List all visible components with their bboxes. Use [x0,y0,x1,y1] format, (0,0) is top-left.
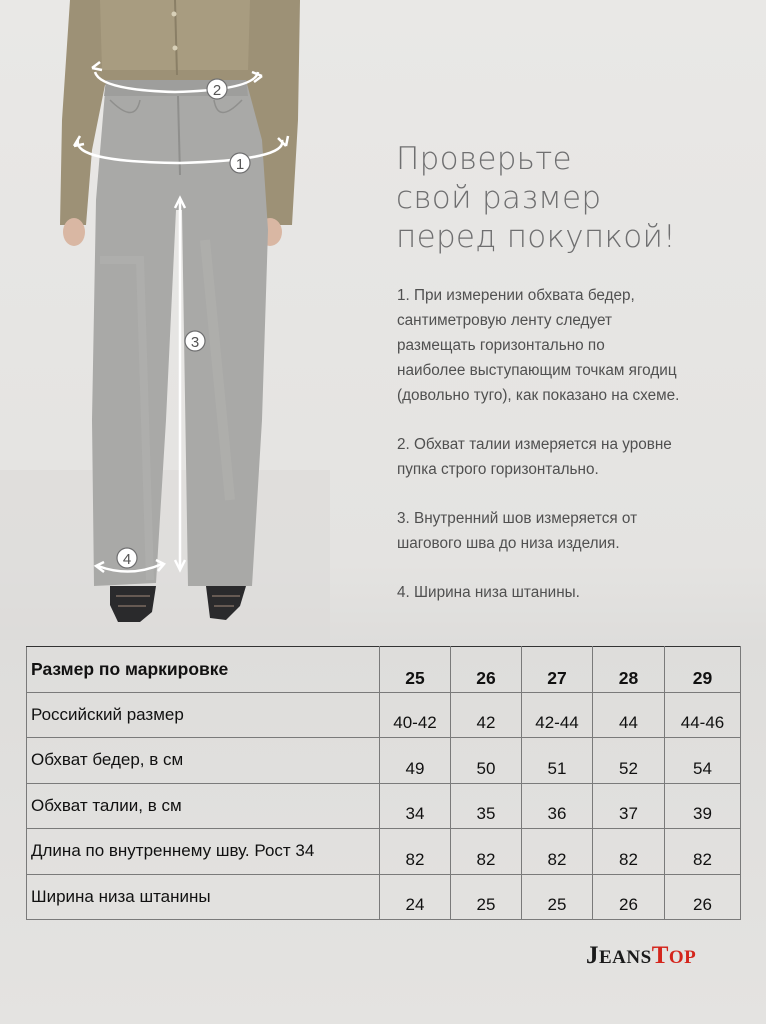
table-cell: 40-42 [380,692,451,738]
table-cell: 27 [522,647,593,693]
table-row [27,783,741,829]
marker-1 [230,153,250,173]
table-cell-label: Размер по маркировке [27,647,380,693]
table-cell: 52 [593,738,665,784]
table-cell: 51 [522,738,593,784]
table-cell: 36 [522,783,593,829]
table-cell: 25 [380,647,451,693]
table-cell: 50 [451,738,522,784]
brand-logo-part1: JEANS [586,942,652,969]
marker-3 [185,331,205,351]
instruction-1: 1. При измерении обхвата бедер, сантиметровую ленту следует размещать горизонтально по наиболее выступающим точкам ягодиц (довольно туго), как показано на схеме. [397,287,680,404]
table-cell: 28 [593,647,665,693]
table-row [27,829,741,875]
instruction-3: 3. Внутренний шов измеряется от шагового шва до низа изделия. [397,510,638,552]
marker-4 [117,548,137,568]
heading-line-2: свой размер [396,180,602,216]
table-cell-label: Длина по внутреннему шву. Рост 34 [27,829,380,875]
brand-logo [586,942,696,970]
size-table [26,646,741,920]
table-cell: 82 [380,829,451,875]
table-cell: 44 [593,692,665,738]
table-cell: 25 [522,874,593,920]
table-row [27,692,741,738]
table-cell: 82 [593,829,665,875]
heading-line-1: Проверьте [396,141,572,177]
table-cell: 35 [451,783,522,829]
table-header-row [27,647,741,693]
brand-logo-part2: TOP [651,942,697,969]
table-cell-label: Обхват бедер, в см [27,738,380,784]
table-cell-label: Обхват талии, в см [27,783,380,829]
instruction-2: 2. Обхват талии измеряется на уровне пупка строго горизонтально. [397,436,672,478]
measurement-instructions [397,283,757,629]
marker-2-label: 2 [212,82,222,99]
table-cell: 24 [380,874,451,920]
table-cell: 82 [522,829,593,875]
table-row [27,874,741,920]
table-cell-label: Российский размер [27,692,380,738]
table-cell: 26 [665,874,741,920]
table-cell: 49 [380,738,451,784]
table-cell: 37 [593,783,665,829]
table-cell: 42 [451,692,522,738]
marker-3-label: 3 [190,334,200,351]
jeans-measurement-photo [0,0,330,640]
table-cell: 54 [665,738,741,784]
instruction-4: 4. Ширина низа штанины. [397,584,580,601]
table-cell: 82 [451,829,522,875]
marker-2 [207,79,227,99]
heading-line-3: перед покупкой! [396,219,676,255]
table-cell: 82 [665,829,741,875]
table-cell-label: Ширина низа штанины [27,874,380,920]
marker-4-label: 4 [122,551,132,568]
page-heading [396,140,756,257]
table-cell: 34 [380,783,451,829]
table-cell: 29 [665,647,741,693]
table-row [27,738,741,784]
table-cell: 25 [451,874,522,920]
marker-1-label: 1 [235,156,245,173]
table-cell: 44-46 [665,692,741,738]
table-cell: 39 [665,783,741,829]
table-cell: 26 [451,647,522,693]
table-cell: 26 [593,874,665,920]
table-cell: 42-44 [522,692,593,738]
